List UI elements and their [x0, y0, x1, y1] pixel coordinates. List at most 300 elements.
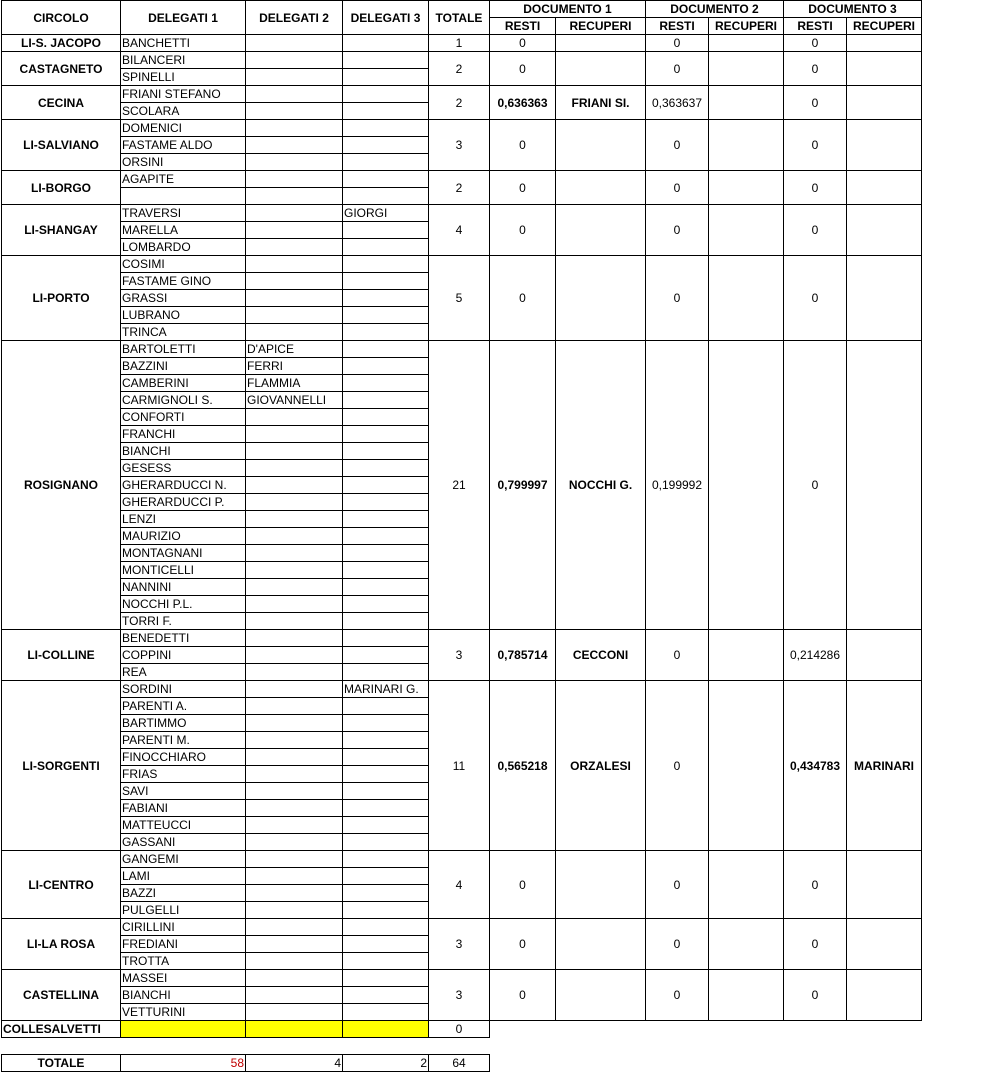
delegate-1-cell: TROTTA	[121, 953, 246, 970]
doc2-recuperi	[709, 851, 784, 919]
delegate-1-cell	[121, 1021, 246, 1038]
doc3-recuperi: MARINARI	[847, 681, 922, 851]
delegate-3-cell	[343, 290, 429, 307]
header-totale: TOTALE	[429, 1, 490, 35]
delegate-1-cell: GRASSI	[121, 290, 246, 307]
delegate-2-cell	[246, 307, 343, 324]
delegate-1-cell: LOMBARDO	[121, 239, 246, 256]
delegate-2-cell	[246, 477, 343, 494]
delegate-2-cell	[246, 851, 343, 868]
delegate-3-cell	[343, 222, 429, 239]
delegate-2-cell	[246, 783, 343, 800]
delegate-1-cell: TRAVERSI	[121, 205, 246, 222]
delegate-1-cell: GANGEMI	[121, 851, 246, 868]
delegate-1-cell: GHERARDUCCI N.	[121, 477, 246, 494]
circolo-total: 11	[429, 681, 490, 851]
doc3-resti: 0	[784, 205, 847, 256]
doc2-resti: 0	[646, 970, 709, 1021]
doc1-recuperi: ORZALESI	[556, 681, 646, 851]
delegate-3-cell	[343, 52, 429, 69]
delegate-2-cell	[246, 613, 343, 630]
header-delegati-2: DELEGATI 2	[246, 1, 343, 35]
delegate-2-cell	[246, 171, 343, 188]
doc2-resti: 0	[646, 919, 709, 970]
delegate-3-cell	[343, 69, 429, 86]
circolo-name: LI-LA ROSA	[2, 919, 121, 970]
delegate-1-cell: COPPINI	[121, 647, 246, 664]
delegate-3-cell	[343, 698, 429, 715]
totals-total: 64	[429, 1055, 490, 1072]
delegate-2-cell: D'APICE	[246, 341, 343, 358]
table-row	[2, 205, 922, 222]
delegate-3-cell	[343, 103, 429, 120]
circolo-total: 0	[429, 1021, 490, 1038]
delegate-1-cell: FASTAME ALDO	[121, 137, 246, 154]
delegate-3-cell	[343, 137, 429, 154]
totals-label: TOTALE	[2, 1055, 121, 1072]
delegate-1-cell: NOCCHI P.L.	[121, 596, 246, 613]
delegate-3-cell	[343, 1021, 429, 1038]
circolo-name: CASTELLINA	[2, 970, 121, 1021]
doc2-recuperi	[709, 86, 784, 120]
delegate-2-cell	[246, 222, 343, 239]
doc1-resti: 0	[490, 35, 556, 52]
delegate-2-cell: FERRI	[246, 358, 343, 375]
delegate-2-cell	[246, 324, 343, 341]
doc1-recuperi	[556, 205, 646, 256]
doc2-resti: 0,363637	[646, 86, 709, 120]
delegate-1-cell: GHERARDUCCI P.	[121, 494, 246, 511]
doc2-resti: 0	[646, 171, 709, 205]
delegate-1-cell: BARTIMMO	[121, 715, 246, 732]
circolo-total: 3	[429, 630, 490, 681]
doc1-recuperi	[556, 970, 646, 1021]
delegate-3-cell	[343, 630, 429, 647]
delegate-2-cell	[246, 562, 343, 579]
doc1-resti: 0,565218	[490, 681, 556, 851]
delegate-2-cell	[246, 749, 343, 766]
header-documento-2: DOCUMENTO 2	[646, 1, 784, 18]
delegate-3-cell	[343, 902, 429, 919]
delegate-1-cell: GESESS	[121, 460, 246, 477]
delegate-3-cell	[343, 919, 429, 936]
delegate-3-cell	[343, 443, 429, 460]
doc3-resti: 0	[784, 120, 847, 171]
doc2-recuperi	[709, 35, 784, 52]
delegate-3-cell	[343, 885, 429, 902]
circolo-total: 3	[429, 120, 490, 171]
doc2-resti: 0	[646, 120, 709, 171]
header-circolo: CIRCOLO	[2, 1, 121, 35]
delegate-1-cell: GASSANI	[121, 834, 246, 851]
doc2-resti: 0,199992	[646, 341, 709, 630]
delegate-3-cell: MARINARI G.	[343, 681, 429, 698]
delegate-3-cell	[343, 579, 429, 596]
doc1-recuperi	[556, 171, 646, 205]
delegate-2-cell	[246, 528, 343, 545]
delegate-3-cell: GIORGI	[343, 205, 429, 222]
circolo-name: COLLESALVETTI	[2, 1021, 121, 1038]
doc3-resti: 0	[784, 171, 847, 205]
delegate-2-cell	[246, 817, 343, 834]
totals-row	[2, 1055, 490, 1072]
delegate-1-cell: CAMBERINI	[121, 375, 246, 392]
header-doc2-resti: RESTI	[646, 18, 709, 35]
delegate-1-cell: COSIMI	[121, 256, 246, 273]
delegate-1-cell: FASTAME GINO	[121, 273, 246, 290]
circolo-name: LI-COLLINE	[2, 630, 121, 681]
delegate-1-cell: VETTURINI	[121, 1004, 246, 1021]
doc1-recuperi: FRIANI SI.	[556, 86, 646, 120]
delegate-3-cell	[343, 987, 429, 1004]
delegate-1-cell: CONFORTI	[121, 409, 246, 426]
delegate-3-cell	[343, 545, 429, 562]
delegate-3-cell	[343, 868, 429, 885]
delegate-1-cell: FRANCHI	[121, 426, 246, 443]
doc1-recuperi	[556, 851, 646, 919]
delegate-2-cell	[246, 698, 343, 715]
delegate-1-cell: BAZZI	[121, 885, 246, 902]
delegate-2-cell	[246, 154, 343, 171]
totals-table	[1, 1054, 490, 1072]
circolo-total: 2	[429, 171, 490, 205]
header-doc1-recuperi: RECUPERI	[556, 18, 646, 35]
delegate-2-cell	[246, 137, 343, 154]
table-row	[2, 86, 922, 103]
circolo-name: LI-CENTRO	[2, 851, 121, 919]
delegate-3-cell	[343, 256, 429, 273]
delegate-3-cell	[343, 188, 429, 205]
doc2-recuperi	[709, 341, 784, 630]
delegate-2-cell	[246, 460, 343, 477]
doc3-resti: 0	[784, 851, 847, 919]
doc1-recuperi: CECCONI	[556, 630, 646, 681]
table-row	[2, 35, 922, 52]
doc1-recuperi	[556, 120, 646, 171]
delegate-1-cell: LUBRANO	[121, 307, 246, 324]
doc1-resti: 0	[490, 851, 556, 919]
doc2-recuperi	[709, 205, 784, 256]
doc3-recuperi	[847, 171, 922, 205]
circolo-total: 3	[429, 970, 490, 1021]
delegate-1-cell: BAZZINI	[121, 358, 246, 375]
circolo-name: LI-BORGO	[2, 171, 121, 205]
delegate-2-cell	[246, 52, 343, 69]
delegate-2-cell	[246, 86, 343, 103]
delegate-1-cell: NANNINI	[121, 579, 246, 596]
delegate-1-cell: BIANCHI	[121, 443, 246, 460]
delegate-1-cell: TORRI F.	[121, 613, 246, 630]
delegate-1-cell: BIANCHI	[121, 987, 246, 1004]
delegate-3-cell	[343, 834, 429, 851]
doc3-recuperi	[847, 120, 922, 171]
delegate-3-cell	[343, 970, 429, 987]
table-row	[2, 851, 922, 868]
delegate-3-cell	[343, 715, 429, 732]
doc3-recuperi	[847, 919, 922, 970]
delegate-1-cell: MARELLA	[121, 222, 246, 239]
delegate-1-cell	[121, 188, 246, 205]
doc2-recuperi	[709, 970, 784, 1021]
doc3-resti: 0	[784, 52, 847, 86]
delegate-1-cell: TRINCA	[121, 324, 246, 341]
totals-delegati-2: 4	[246, 1055, 343, 1072]
doc1-resti: 0	[490, 52, 556, 86]
delegate-3-cell	[343, 647, 429, 664]
doc3-recuperi	[847, 86, 922, 120]
table-body	[2, 35, 922, 1038]
delegate-1-cell: PARENTI M.	[121, 732, 246, 749]
delegate-3-cell	[343, 562, 429, 579]
doc1-resti: 0,799997	[490, 341, 556, 630]
delegate-1-cell: LAMI	[121, 868, 246, 885]
doc2-resti: 0	[646, 52, 709, 86]
delegate-3-cell	[343, 936, 429, 953]
table-row	[2, 630, 922, 647]
doc2-resti: 0	[646, 630, 709, 681]
delegate-2-cell	[246, 443, 343, 460]
doc3-recuperi	[847, 341, 922, 630]
doc3-recuperi	[847, 630, 922, 681]
delegate-1-cell: FRIANI STEFANO	[121, 86, 246, 103]
delegate-3-cell	[343, 613, 429, 630]
circolo-total: 5	[429, 256, 490, 341]
circolo-name: LI-S. JACOPO	[2, 35, 121, 52]
doc3-resti: 0	[784, 86, 847, 120]
doc2-recuperi	[709, 171, 784, 205]
delegate-3-cell	[343, 477, 429, 494]
circolo-name: LI-SORGENTI	[2, 681, 121, 851]
doc2-resti: 0	[646, 681, 709, 851]
delegate-3-cell	[343, 154, 429, 171]
delegate-3-cell	[343, 171, 429, 188]
delegate-2-cell	[246, 290, 343, 307]
delegate-2-cell	[246, 936, 343, 953]
delegate-3-cell	[343, 307, 429, 324]
table-row	[2, 52, 922, 69]
delegate-3-cell	[343, 511, 429, 528]
delegate-2-cell	[246, 120, 343, 137]
header-delegati-3: DELEGATI 3	[343, 1, 429, 35]
delegate-2-cell	[246, 511, 343, 528]
doc2-resti: 0	[646, 256, 709, 341]
delegate-1-cell: PARENTI A.	[121, 698, 246, 715]
delegate-2-cell	[246, 188, 343, 205]
delegate-1-cell: LENZI	[121, 511, 246, 528]
delegate-3-cell	[343, 766, 429, 783]
delegate-2-cell	[246, 919, 343, 936]
doc1-recuperi	[556, 35, 646, 52]
delegate-3-cell	[343, 426, 429, 443]
circolo-total: 1	[429, 35, 490, 52]
table-row	[2, 171, 922, 188]
doc2-recuperi	[709, 120, 784, 171]
delegate-3-cell	[343, 1004, 429, 1021]
delegate-2-cell	[246, 409, 343, 426]
delegate-3-cell	[343, 324, 429, 341]
delegate-3-cell	[343, 528, 429, 545]
delegate-3-cell	[343, 494, 429, 511]
delegate-2-cell	[246, 987, 343, 1004]
delegate-1-cell: CIRILLINI	[121, 919, 246, 936]
delegate-3-cell	[343, 460, 429, 477]
delegate-3-cell	[343, 596, 429, 613]
doc1-resti: 0	[490, 919, 556, 970]
circolo-total: 2	[429, 52, 490, 86]
delegate-2-cell	[246, 256, 343, 273]
delegate-3-cell	[343, 783, 429, 800]
delegate-1-cell: MATTEUCCI	[121, 817, 246, 834]
totals-delegati-1: 58	[121, 1055, 246, 1072]
doc1-resti: 0	[490, 205, 556, 256]
delegate-1-cell: SAVI	[121, 783, 246, 800]
header-doc1-resti: RESTI	[490, 18, 556, 35]
delegate-3-cell	[343, 953, 429, 970]
delegate-1-cell: MONTAGNANI	[121, 545, 246, 562]
doc2-recuperi	[709, 919, 784, 970]
delegate-3-cell	[343, 409, 429, 426]
delegate-2-cell: GIOVANNELLI	[246, 392, 343, 409]
doc3-resti: 0	[784, 970, 847, 1021]
circolo-name: LI-SHANGAY	[2, 205, 121, 256]
delegates-table	[1, 0, 922, 1038]
doc1-resti: 0	[490, 256, 556, 341]
doc2-resti: 0	[646, 851, 709, 919]
header-documento-1: DOCUMENTO 1	[490, 1, 646, 18]
doc1-recuperi	[556, 919, 646, 970]
doc3-resti: 0,434783	[784, 681, 847, 851]
delegate-1-cell: BARTOLETTI	[121, 341, 246, 358]
circolo-total: 3	[429, 919, 490, 970]
delegate-1-cell: CARMIGNOLI S.	[121, 392, 246, 409]
delegate-2-cell	[246, 205, 343, 222]
delegate-2-cell	[246, 834, 343, 851]
doc3-recuperi	[847, 205, 922, 256]
delegate-1-cell: MASSEI	[121, 970, 246, 987]
doc3-resti: 0	[784, 919, 847, 970]
delegate-2-cell	[246, 1021, 343, 1038]
delegate-1-cell: AGAPITE	[121, 171, 246, 188]
circolo-total: 21	[429, 341, 490, 630]
delegate-3-cell	[343, 375, 429, 392]
delegate-1-cell: REA	[121, 664, 246, 681]
delegate-3-cell	[343, 273, 429, 290]
doc2-recuperi	[709, 52, 784, 86]
delegate-3-cell	[343, 817, 429, 834]
delegate-2-cell	[246, 681, 343, 698]
delegate-2-cell	[246, 35, 343, 52]
table-row	[2, 970, 922, 987]
doc2-recuperi	[709, 256, 784, 341]
delegate-1-cell: FINOCCHIARO	[121, 749, 246, 766]
delegate-3-cell	[343, 341, 429, 358]
delegate-3-cell	[343, 239, 429, 256]
circolo-total: 4	[429, 205, 490, 256]
delegate-2-cell	[246, 868, 343, 885]
delegate-1-cell: BENEDETTI	[121, 630, 246, 647]
header-doc3-recuperi: RECUPERI	[847, 18, 922, 35]
delegate-3-cell	[343, 732, 429, 749]
doc3-resti: 0	[784, 341, 847, 630]
delegate-2-cell	[246, 69, 343, 86]
doc1-resti: 0	[490, 171, 556, 205]
header-delegati-1: DELEGATI 1	[121, 1, 246, 35]
doc1-resti: 0,785714	[490, 630, 556, 681]
delegate-2-cell	[246, 239, 343, 256]
header-doc2-recuperi: RECUPERI	[709, 18, 784, 35]
delegate-2-cell	[246, 970, 343, 987]
doc3-resti: 0,214286	[784, 630, 847, 681]
delegate-2-cell	[246, 902, 343, 919]
table-row	[2, 120, 922, 137]
totals-delegati-3: 2	[343, 1055, 429, 1072]
delegate-2-cell	[246, 664, 343, 681]
delegate-2-cell	[246, 103, 343, 120]
delegate-3-cell	[343, 851, 429, 868]
circolo-name: ROSIGNANO	[2, 341, 121, 630]
delegate-1-cell: SORDINI	[121, 681, 246, 698]
delegate-2-cell	[246, 715, 343, 732]
doc1-resti: 0	[490, 970, 556, 1021]
delegate-2-cell	[246, 545, 343, 562]
delegate-2-cell	[246, 630, 343, 647]
delegate-1-cell: MONTICELLI	[121, 562, 246, 579]
delegate-2-cell	[246, 426, 343, 443]
delegate-1-cell: BANCHETTI	[121, 35, 246, 52]
delegate-2-cell	[246, 732, 343, 749]
circolo-name: CECINA	[2, 86, 121, 120]
doc2-resti: 0	[646, 205, 709, 256]
delegate-2-cell: FLAMMIA	[246, 375, 343, 392]
doc3-recuperi	[847, 851, 922, 919]
doc2-recuperi	[709, 681, 784, 851]
doc1-recuperi: NOCCHI G.	[556, 341, 646, 630]
delegate-2-cell	[246, 647, 343, 664]
doc1-resti: 0,636363	[490, 86, 556, 120]
delegate-3-cell	[343, 392, 429, 409]
doc3-resti: 0	[784, 35, 847, 52]
header-doc3-resti: RESTI	[784, 18, 847, 35]
delegate-2-cell	[246, 1004, 343, 1021]
doc2-recuperi	[709, 630, 784, 681]
header-documento-3: DOCUMENTO 3	[784, 1, 922, 18]
delegate-1-cell: SPINELLI	[121, 69, 246, 86]
doc3-resti: 0	[784, 256, 847, 341]
delegate-2-cell	[246, 579, 343, 596]
delegate-3-cell	[343, 120, 429, 137]
doc1-recuperi	[556, 256, 646, 341]
table-row	[2, 681, 922, 698]
delegate-1-cell: FREDIANI	[121, 936, 246, 953]
circolo-total: 4	[429, 851, 490, 919]
delegate-3-cell	[343, 664, 429, 681]
doc1-resti: 0	[490, 120, 556, 171]
delegate-1-cell: SCOLARA	[121, 103, 246, 120]
delegate-2-cell	[246, 953, 343, 970]
doc2-resti: 0	[646, 35, 709, 52]
circolo-name: LI-PORTO	[2, 256, 121, 341]
doc3-recuperi	[847, 970, 922, 1021]
delegate-1-cell: BILANCERI	[121, 52, 246, 69]
delegate-2-cell	[246, 273, 343, 290]
circolo-total: 2	[429, 86, 490, 120]
delegate-3-cell	[343, 800, 429, 817]
delegate-3-cell	[343, 35, 429, 52]
delegate-2-cell	[246, 885, 343, 902]
delegate-2-cell	[246, 766, 343, 783]
delegate-2-cell	[246, 800, 343, 817]
delegate-3-cell	[343, 86, 429, 103]
